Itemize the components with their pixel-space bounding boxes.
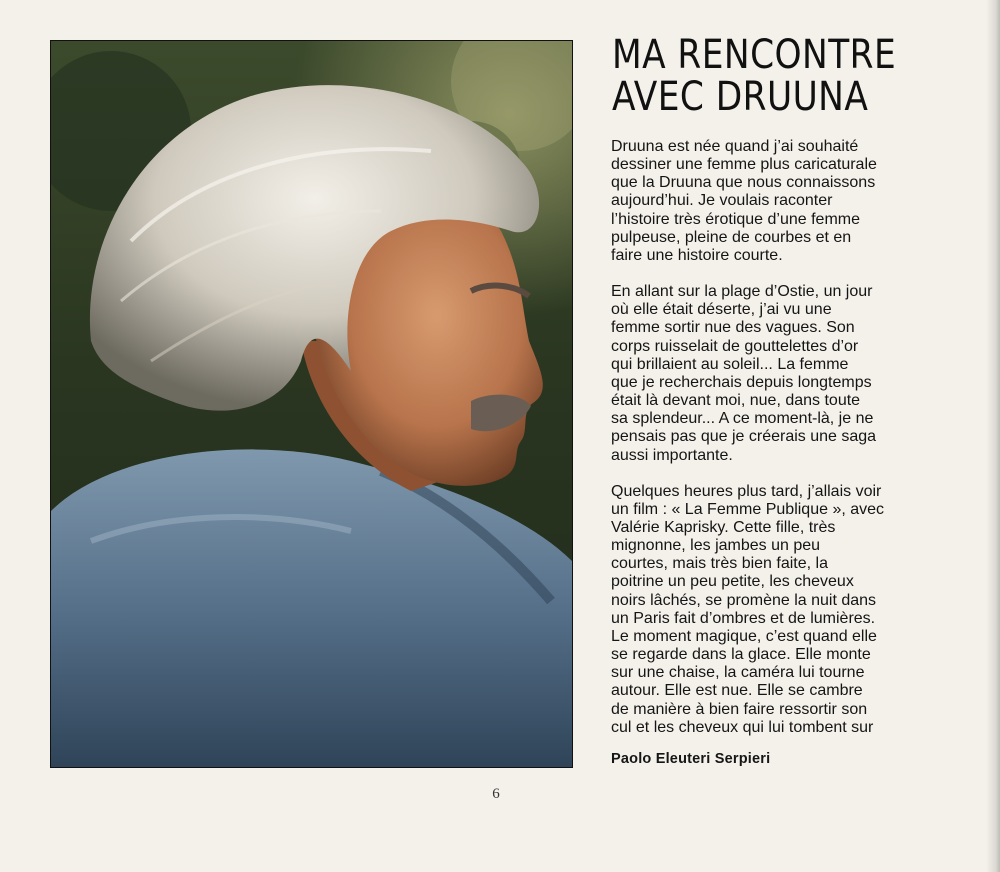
text-line: corps ruisselait de gouttelettes d’or (611, 337, 859, 355)
text-line: un film : « La Femme Publique », avec (611, 500, 885, 518)
text-line: était là devant moi, nue, dans toute (611, 392, 861, 410)
text-line: Quelques heures plus tard, j’allais voir (611, 482, 882, 500)
text-line: aussi importante. (611, 446, 733, 464)
text-line: qui brillaient au soleil... La femme (611, 355, 849, 373)
text-line: pensais pas que je créerais une saga (611, 428, 877, 446)
text-line: pulpeuse, pleine de courbes et en (611, 228, 852, 246)
text-line: aujourd’hui. Je voulais raconter (611, 192, 833, 210)
text-line: l’histoire très érotique d’une femme (611, 210, 861, 228)
text-line: que je recherchais depuis longtemps (611, 373, 872, 391)
page-edge-shadow (986, 0, 1000, 872)
text-line: faire une histoire courte. (611, 246, 783, 264)
paragraph-1 (611, 138, 941, 265)
title-line-2: AVEC DRUUNA (612, 74, 869, 120)
article-title (612, 34, 896, 118)
text-line: cul et les cheveux qui lui tombent sur (611, 718, 874, 736)
author-portrait-photo (50, 40, 573, 768)
text-line: dessiner une femme plus caricaturale (611, 156, 877, 174)
page-number: 6 (492, 786, 500, 802)
text-line: sa splendeur... A ce moment-là, je ne (611, 410, 874, 428)
text-line: Valérie Kaprisky. Cette fille, très (611, 518, 836, 536)
text-line: autour. Elle est nue. Elle se cambre (611, 682, 863, 700)
paragraph-3 (611, 483, 941, 737)
text-line: Le moment magique, c’est quand elle (611, 627, 877, 645)
text-line: poitrine un peu petite, les cheveux (611, 573, 854, 591)
text-line: que la Druuna que nous connaissons (611, 174, 876, 192)
text-line: mignonne, les jambes un peu (611, 537, 821, 555)
text-line: femme sortir nue des vagues. Son (611, 319, 855, 337)
text-line: noirs lâchés, se promène la nuit dans (611, 591, 877, 609)
text-line: un Paris fait d’ombres et de lumières. (611, 609, 876, 627)
text-line: où elle était déserte, j’ai vu une (611, 301, 832, 319)
text-line: courtes, mais très bien faite, la (611, 555, 828, 573)
title-line-1: MA RENCONTRE (612, 32, 897, 78)
text-line: En allant sur la plage d’Ostie, un jour (611, 283, 873, 301)
text-line: de manière à bien faire ressortir son (611, 700, 868, 718)
author-byline: Paolo Eleuteri Serpieri (611, 751, 771, 767)
text-line: se regarde dans la glace. Elle monte (611, 646, 871, 664)
text-line: Druuna est née quand j’ai souhaité (611, 138, 859, 155)
paragraph-2 (611, 283, 941, 465)
article-body (611, 138, 941, 755)
text-line: sur une chaise, la caméra lui tourne (611, 664, 865, 682)
